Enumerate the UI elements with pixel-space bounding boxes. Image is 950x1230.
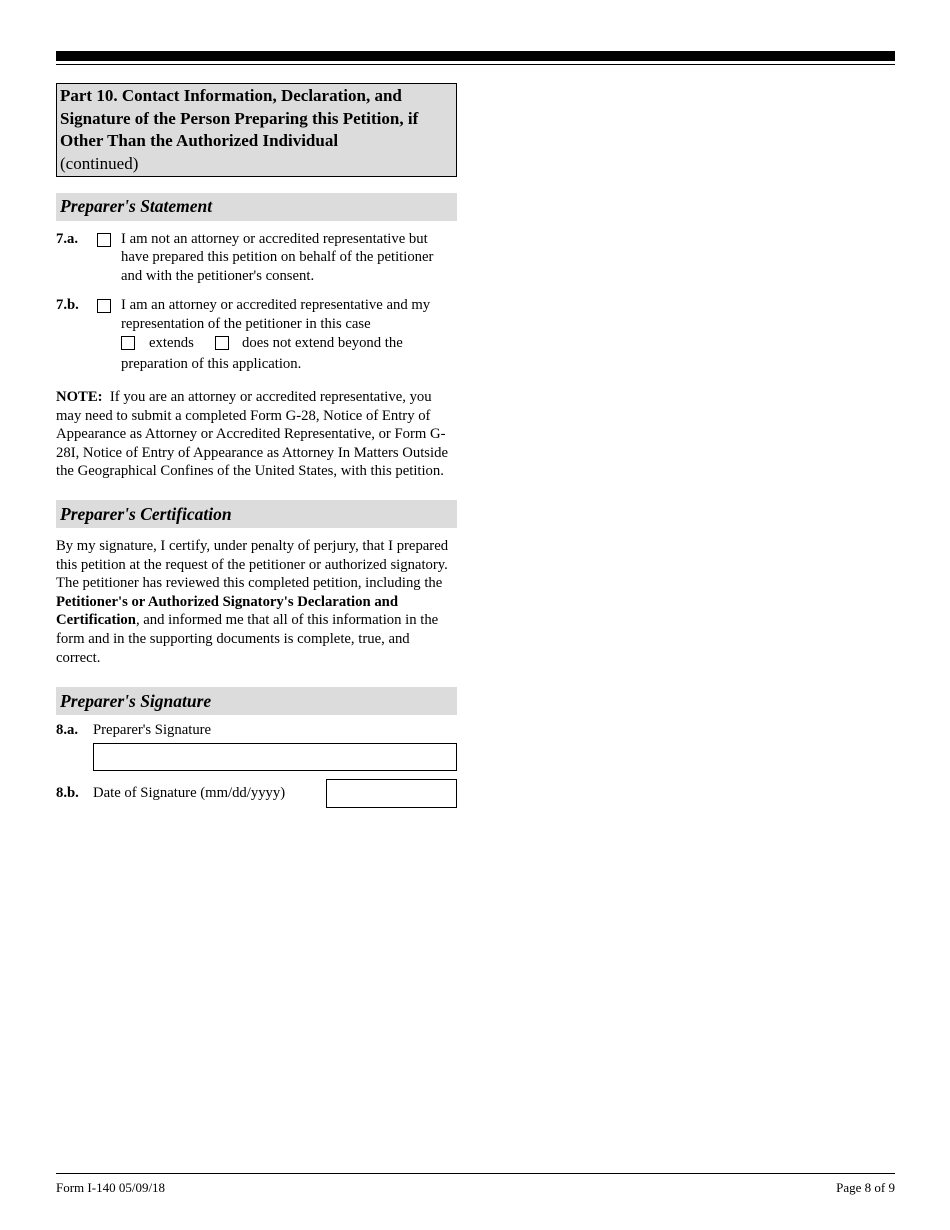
option-extends-label: extends <box>149 335 194 352</box>
header-rule-thick <box>56 51 895 61</box>
item-number: 8.b. <box>56 785 79 802</box>
certification-text-2: , and informed me that all of this information in the form and in the supporting documents is complete, true, and correct. <box>56 612 439 666</box>
item-7b <box>56 296 457 374</box>
item-number: 8.a. <box>56 722 79 739</box>
note-label: NOTE: <box>56 389 103 406</box>
item-8a <box>56 721 457 775</box>
header-rule-thin <box>56 64 895 65</box>
signature-label: Preparer's Signature <box>93 722 212 739</box>
checkbox-7b[interactable] <box>97 299 111 313</box>
part-header <box>56 83 457 177</box>
page-number: Page 8 of 9 <box>836 1180 895 1195</box>
part-title: Part 10. Contact Information, Declaration, and Signature of the Person Preparing this Petition, if Other Than the Authorized Individual <box>60 86 419 150</box>
part-continued: (continued) <box>60 153 139 173</box>
date-of-signature-field[interactable] <box>326 779 457 808</box>
section-heading-certification: Preparer's Certification <box>56 500 457 528</box>
certification-paragraph <box>56 537 457 667</box>
option-not-extend-label: does not extend beyond the <box>242 335 403 352</box>
item-7a-text: I am not an attorney or accredited representative but have prepared this petition on behalf of the petitioner and with the petitioner's consent. <box>121 230 434 284</box>
form-column <box>56 83 457 809</box>
date-label: Date of Signature (mm/dd/yyyy) <box>93 785 286 802</box>
item-number: 7.a. <box>56 230 79 247</box>
signature-field[interactable] <box>93 743 457 771</box>
item-7a <box>56 230 457 286</box>
form-id: Form I-140 05/09/18 <box>56 1180 166 1195</box>
item-7b-text: I am an attorney or accredited representative and my representation of the petitioner in this case <box>121 297 431 332</box>
checkbox-does-not-extend[interactable] <box>215 336 229 350</box>
item-7b-text-end: preparation of this application. <box>121 356 302 373</box>
checkbox-7a[interactable] <box>97 233 111 247</box>
item-8b <box>56 779 457 809</box>
item-number: 7.b. <box>56 297 79 314</box>
footer-rule <box>56 1173 895 1174</box>
certification-text-1: By my signature, I certify, under penalty of perjury, that I prepared this petition at the request of the petitioner or authorized signatory. The petitioner has reviewed this completed petition, including the <box>56 538 449 592</box>
section-heading-signature: Preparer's Signature <box>56 687 457 715</box>
extend-options <box>121 333 457 355</box>
note-paragraph <box>56 388 457 481</box>
certification-text-bold: Petitioner's or Authorized Signatory's Declaration and Certification <box>56 593 399 629</box>
section-heading-statement: Preparer's Statement <box>56 193 457 221</box>
note-text: If you are an attorney or accredited representative, you may need to submit a completed Form G-28, Notice of Entry of Appearance as Attorney or Accredited Representative, or Form G-28I, Notice of Entry of Appearance as Attorney In Matters Outside the Geographical Confines of the United States, with this petition. <box>56 389 448 480</box>
checkbox-extends[interactable] <box>121 336 135 350</box>
